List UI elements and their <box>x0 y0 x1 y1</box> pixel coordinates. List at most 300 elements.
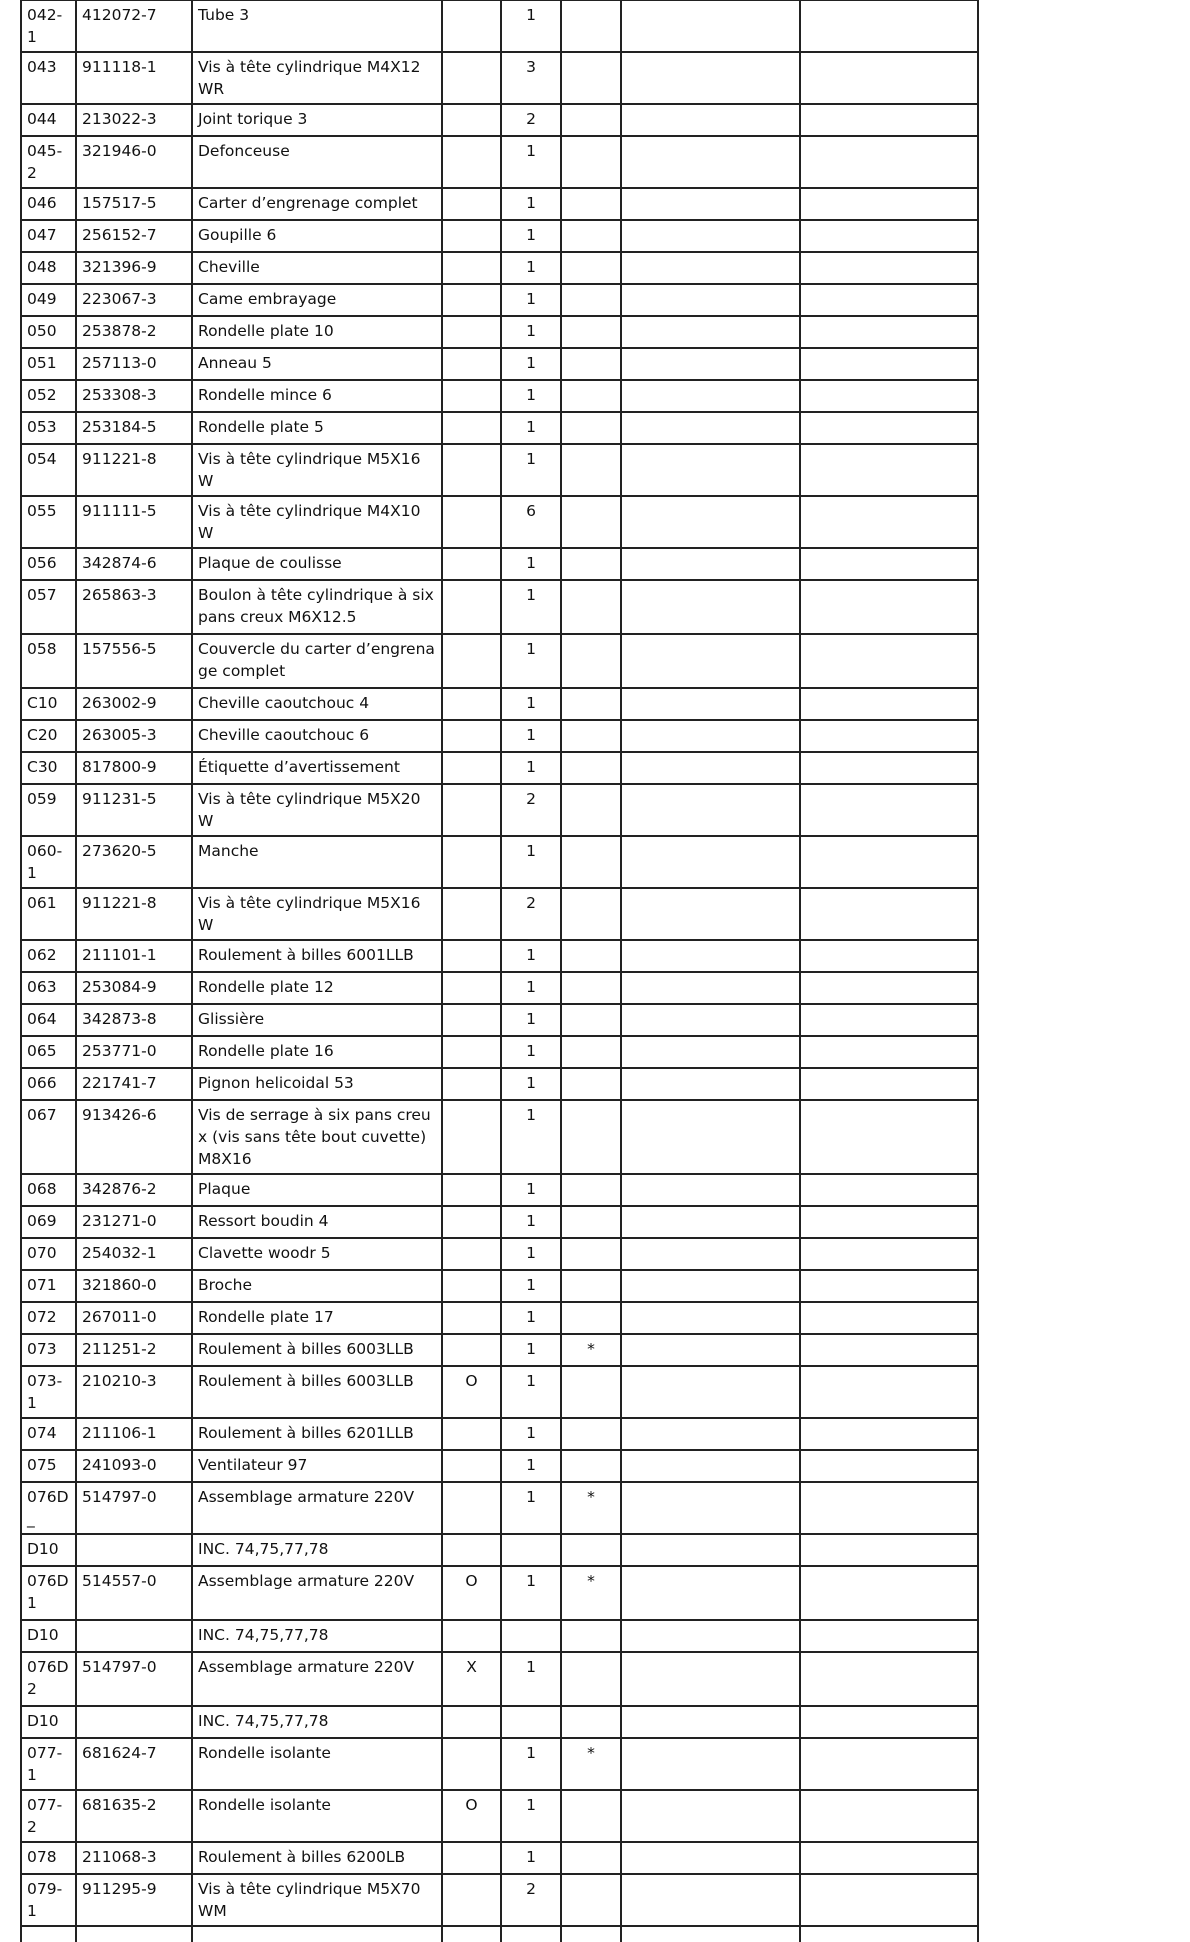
part-description-cell: Came embrayage <box>192 284 442 316</box>
empty-cell <box>621 1790 800 1842</box>
table-row <box>21 752 978 784</box>
part-ref-cell: 054 <box>21 444 76 496</box>
part-note-cell <box>561 940 621 972</box>
part-description-cell: Rondelle mince 6 <box>192 380 442 412</box>
empty-cell <box>800 136 978 188</box>
empty-cell <box>621 284 800 316</box>
part-option-cell <box>442 348 501 380</box>
part-ref-cell: 048 <box>21 252 76 284</box>
part-option-cell <box>442 1620 501 1652</box>
part-description-cell: Vis à tête cylindrique M5X16 W <box>192 888 442 940</box>
part-note-cell <box>561 548 621 580</box>
part-option-cell <box>442 1534 501 1566</box>
empty-cell <box>800 720 978 752</box>
part-option-cell <box>442 1206 501 1238</box>
table-row <box>21 496 978 548</box>
part-description-cell: Cheville caoutchouc 6 <box>192 720 442 752</box>
part-ref-cell: 072 <box>21 1302 76 1334</box>
part-option-cell <box>442 1174 501 1206</box>
part-quantity-cell: 1 <box>501 1068 561 1100</box>
part-description-cell: Assemblage armature 220V <box>192 1652 442 1706</box>
empty-cell <box>800 444 978 496</box>
part-number-cell: 253084-9 <box>76 972 192 1004</box>
part-quantity-cell: 1 <box>501 720 561 752</box>
table-row <box>21 1738 978 1790</box>
part-description-cell: Plaque de coulisse <box>192 548 442 580</box>
part-ref-cell: 070 <box>21 1238 76 1270</box>
empty-cell <box>800 412 978 444</box>
part-ref-cell: 052 <box>21 380 76 412</box>
part-description-cell: INC. 74,75,77,78 <box>192 1534 442 1566</box>
empty-cell <box>800 1926 978 1942</box>
part-note-cell <box>561 316 621 348</box>
part-description-cell: Cheville caoutchouc 4 <box>192 688 442 720</box>
part-quantity-cell: 1 <box>501 1418 561 1450</box>
part-quantity-cell: 1 <box>501 836 561 888</box>
empty-cell <box>621 1238 800 1270</box>
part-description-cell: Rondelle plate 5 <box>192 412 442 444</box>
part-description-cell: Ventilateur 97 <box>192 1450 442 1482</box>
empty-cell <box>800 1706 978 1738</box>
part-note-cell <box>561 136 621 188</box>
part-option-cell <box>442 316 501 348</box>
empty-cell <box>800 1842 978 1874</box>
empty-cell <box>800 52 978 104</box>
part-description-cell: Glissière <box>192 1004 442 1036</box>
empty-cell <box>621 496 800 548</box>
empty-cell <box>621 1270 800 1302</box>
empty-cell <box>621 548 800 580</box>
part-description-cell: Vis à tête cylindrique M5X20 W <box>192 784 442 836</box>
empty-cell <box>800 496 978 548</box>
part-description-cell: Joint torique 3 <box>192 104 442 136</box>
part-note-cell <box>561 284 621 316</box>
part-ref-cell: C10 <box>21 688 76 720</box>
table-row <box>21 1482 978 1534</box>
table-row <box>21 634 978 688</box>
part-number-cell <box>76 1706 192 1738</box>
empty-cell <box>800 1738 978 1790</box>
part-note-cell <box>561 1706 621 1738</box>
part-number-cell: 253771-0 <box>76 1036 192 1068</box>
part-ref-cell: 063 <box>21 972 76 1004</box>
part-number-cell: 263002-9 <box>76 688 192 720</box>
part-quantity-cell: 2 <box>501 104 561 136</box>
part-description-cell: Goupille 6 <box>192 220 442 252</box>
part-quantity-cell: 1 <box>501 348 561 380</box>
table-row <box>21 1068 978 1100</box>
part-number-cell <box>76 1620 192 1652</box>
part-number-cell: 267011-0 <box>76 1302 192 1334</box>
part-note-cell <box>561 784 621 836</box>
parts-list-table <box>20 0 979 1942</box>
part-note-cell <box>561 720 621 752</box>
empty-cell <box>800 316 978 348</box>
empty-cell <box>800 1418 978 1450</box>
part-note-cell <box>561 188 621 220</box>
part-note-cell <box>561 252 621 284</box>
empty-cell <box>621 1450 800 1482</box>
empty-cell <box>621 1620 800 1652</box>
empty-cell <box>800 1068 978 1100</box>
part-option-cell <box>442 1100 501 1174</box>
part-option-cell: O <box>442 1566 501 1620</box>
part-number-cell: 321860-0 <box>76 1270 192 1302</box>
empty-cell <box>621 972 800 1004</box>
part-option-cell <box>442 52 501 104</box>
empty-cell <box>621 1068 800 1100</box>
part-ref-cell: 078 <box>21 1842 76 1874</box>
part-option-cell <box>442 252 501 284</box>
part-number-cell: 817800-9 <box>76 752 192 784</box>
table-row <box>21 836 978 888</box>
part-description-cell: Plaque <box>192 1174 442 1206</box>
part-note-cell <box>561 0 621 52</box>
table-row <box>21 316 978 348</box>
part-option-cell <box>442 548 501 580</box>
part-description-cell: Pignon helicoidal 53 <box>192 1068 442 1100</box>
empty-cell <box>800 1482 978 1534</box>
part-description-cell: Defonceuse <box>192 136 442 188</box>
part-note-cell <box>561 1068 621 1100</box>
part-option-cell <box>442 136 501 188</box>
part-ref-cell: 056 <box>21 548 76 580</box>
part-number-cell: 223067-3 <box>76 284 192 316</box>
part-quantity-cell: 1 <box>501 284 561 316</box>
part-ref-cell: 044 <box>21 104 76 136</box>
part-quantity-cell: 1 <box>501 1174 561 1206</box>
empty-cell <box>800 188 978 220</box>
part-quantity-cell: 1 <box>501 548 561 580</box>
empty-cell <box>800 220 978 252</box>
empty-cell <box>621 1738 800 1790</box>
table-row <box>21 1334 978 1366</box>
empty-cell <box>800 1334 978 1366</box>
part-quantity-cell: 1 <box>501 1652 561 1706</box>
empty-cell <box>800 348 978 380</box>
part-note-cell <box>561 1842 621 1874</box>
part-ref-cell: 073 <box>21 1334 76 1366</box>
part-description-cell: Vis à tête cylindrique M4X12 WR <box>192 52 442 104</box>
part-note-cell <box>561 888 621 940</box>
part-ref-cell: 055 <box>21 496 76 548</box>
part-note-cell <box>561 220 621 252</box>
part-number-cell: 342873-8 <box>76 1004 192 1036</box>
table-row <box>21 1842 978 1874</box>
part-ref-cell: 068 <box>21 1174 76 1206</box>
empty-cell <box>621 1036 800 1068</box>
empty-cell <box>800 1174 978 1206</box>
part-ref-cell: 049 <box>21 284 76 316</box>
part-quantity-cell: 1 <box>501 1482 561 1534</box>
part-quantity-cell: 1 <box>501 188 561 220</box>
part-note-cell <box>561 1270 621 1302</box>
part-note-cell <box>561 1302 621 1334</box>
part-number-cell: 514557-0 <box>76 1566 192 1620</box>
empty-cell <box>800 1302 978 1334</box>
part-option-cell <box>442 1706 501 1738</box>
part-note-cell <box>561 1652 621 1706</box>
part-number-cell: 231271-0 <box>76 1206 192 1238</box>
table-row <box>21 1652 978 1706</box>
table-row <box>21 548 978 580</box>
empty-cell <box>800 252 978 284</box>
part-quantity-cell: 1 <box>501 1842 561 1874</box>
part-description-cell: Assemblage armature 220V <box>192 1566 442 1620</box>
part-ref-cell: 074 <box>21 1418 76 1450</box>
empty-cell <box>800 548 978 580</box>
table-row <box>21 784 978 836</box>
part-note-cell <box>561 1534 621 1566</box>
table-row <box>21 1366 978 1418</box>
empty-cell <box>621 1706 800 1738</box>
empty-cell <box>621 1174 800 1206</box>
part-number-cell: 254032-1 <box>76 1238 192 1270</box>
part-quantity-cell <box>501 1534 561 1566</box>
table-row <box>21 380 978 412</box>
part-ref-cell: D10 <box>21 1534 76 1566</box>
empty-cell <box>800 940 978 972</box>
part-description-cell: Vis à tête cylindrique M4X10 W <box>192 496 442 548</box>
table-row <box>21 1706 978 1738</box>
part-option-cell <box>442 1842 501 1874</box>
part-note-cell <box>561 1174 621 1206</box>
part-option-cell <box>442 1874 501 1926</box>
part-number-cell: 911221-8 <box>76 444 192 496</box>
empty-cell <box>800 380 978 412</box>
table-row <box>21 284 978 316</box>
empty-cell <box>621 1366 800 1418</box>
empty-cell <box>800 1566 978 1620</box>
part-option-cell <box>442 104 501 136</box>
part-description-cell: Étiquette d’avertissement <box>192 752 442 784</box>
empty-cell <box>800 1270 978 1302</box>
part-option-cell <box>442 1036 501 1068</box>
part-ref-cell: 076D_ <box>21 1482 76 1534</box>
part-number-cell: 213022-3 <box>76 104 192 136</box>
empty-cell <box>800 1004 978 1036</box>
empty-cell <box>621 444 800 496</box>
part-description-cell: Rondelle isolante <box>192 1790 442 1842</box>
part-ref-cell: 043 <box>21 52 76 104</box>
part-note-cell <box>561 348 621 380</box>
part-quantity-cell: 1 <box>501 1334 561 1366</box>
part-quantity-cell: 2 <box>501 784 561 836</box>
part-option-cell <box>442 888 501 940</box>
part-quantity-cell: 1 <box>501 412 561 444</box>
part-description-cell: Boulon à tête cylindrique à six pans creux M6X12.5 <box>192 580 442 634</box>
part-note-cell <box>561 580 621 634</box>
part-ref-cell: 075 <box>21 1450 76 1482</box>
table-row <box>21 1566 978 1620</box>
empty-cell <box>800 1450 978 1482</box>
part-quantity-cell: 3 <box>501 52 561 104</box>
part-number-cell: 221741-7 <box>76 1068 192 1100</box>
part-option-cell <box>442 1334 501 1366</box>
part-number-cell: 911221-8 <box>76 888 192 940</box>
empty-cell <box>800 1790 978 1842</box>
part-ref-cell: 061 <box>21 888 76 940</box>
part-note-cell <box>561 104 621 136</box>
part-quantity-cell: 1 <box>501 972 561 1004</box>
part-number-cell: 257113-0 <box>76 348 192 380</box>
part-description-cell: Rondelle plate 10 <box>192 316 442 348</box>
empty-cell <box>442 1926 501 1942</box>
table-row <box>21 1036 978 1068</box>
empty-cell <box>621 1566 800 1620</box>
part-option-cell <box>442 634 501 688</box>
empty-cell <box>621 1418 800 1450</box>
part-option-cell <box>442 688 501 720</box>
part-ref-cell: 077-2 <box>21 1790 76 1842</box>
part-description-cell: Anneau 5 <box>192 348 442 380</box>
part-note-cell: * <box>561 1566 621 1620</box>
part-quantity-cell: 2 <box>501 888 561 940</box>
empty-cell <box>800 1620 978 1652</box>
empty-cell <box>621 1100 800 1174</box>
part-option-cell <box>442 720 501 752</box>
part-ref-cell: C30 <box>21 752 76 784</box>
part-number-cell <box>76 1534 192 1566</box>
part-ref-cell: 057 <box>21 580 76 634</box>
part-description-cell: Roulement à billes 6200LB <box>192 1842 442 1874</box>
part-note-cell <box>561 1100 621 1174</box>
empty-cell <box>621 836 800 888</box>
empty-cell <box>621 136 800 188</box>
table-row <box>21 888 978 940</box>
part-option-cell: O <box>442 1790 501 1842</box>
empty-cell <box>800 888 978 940</box>
part-number-cell: 273620-5 <box>76 836 192 888</box>
part-ref-cell: D10 <box>21 1706 76 1738</box>
part-note-cell <box>561 412 621 444</box>
part-note-cell <box>561 1450 621 1482</box>
part-quantity-cell: 1 <box>501 1238 561 1270</box>
part-description-cell: Carter d’engrenage complet <box>192 188 442 220</box>
part-description-cell: Manche <box>192 836 442 888</box>
part-quantity-cell: 6 <box>501 496 561 548</box>
empty-cell <box>800 104 978 136</box>
part-number-cell: 321946-0 <box>76 136 192 188</box>
empty-cell <box>800 634 978 688</box>
table-row <box>21 972 978 1004</box>
part-number-cell: 253308-3 <box>76 380 192 412</box>
part-ref-cell: 046 <box>21 188 76 220</box>
part-description-cell: Roulement à billes 6003LLB <box>192 1334 442 1366</box>
part-quantity-cell: 1 <box>501 752 561 784</box>
part-note-cell <box>561 1874 621 1926</box>
empty-cell <box>800 580 978 634</box>
part-number-cell: 412072-7 <box>76 0 192 52</box>
empty-cell <box>621 1334 800 1366</box>
part-number-cell: 211251-2 <box>76 1334 192 1366</box>
part-option-cell <box>442 380 501 412</box>
empty-cell <box>501 1926 561 1942</box>
empty-cell <box>621 752 800 784</box>
part-ref-cell: 069 <box>21 1206 76 1238</box>
part-ref-cell: 062 <box>21 940 76 972</box>
part-quantity-cell: 1 <box>501 688 561 720</box>
part-note-cell <box>561 1620 621 1652</box>
part-ref-cell: 073-1 <box>21 1366 76 1418</box>
part-option-cell <box>442 1418 501 1450</box>
table-row <box>21 1534 978 1566</box>
table-row <box>21 444 978 496</box>
part-number-cell: 321396-9 <box>76 252 192 284</box>
part-quantity-cell: 1 <box>501 444 561 496</box>
empty-cell <box>621 580 800 634</box>
part-option-cell: O <box>442 1366 501 1418</box>
table-row <box>21 188 978 220</box>
part-description-cell: Vis à tête cylindrique M5X70 WM <box>192 1874 442 1926</box>
part-option-cell <box>442 1238 501 1270</box>
parts-list-body <box>21 0 978 1942</box>
empty-cell <box>561 1926 621 1942</box>
empty-cell <box>800 972 978 1004</box>
part-note-cell <box>561 444 621 496</box>
empty-cell <box>621 252 800 284</box>
part-quantity-cell: 1 <box>501 380 561 412</box>
part-option-cell <box>442 444 501 496</box>
empty-cell <box>800 1238 978 1270</box>
empty-cell <box>621 1874 800 1926</box>
part-ref-cell: 067 <box>21 1100 76 1174</box>
part-ref-cell: 065 <box>21 1036 76 1068</box>
part-number-cell: 253184-5 <box>76 412 192 444</box>
part-ref-cell: 064 <box>21 1004 76 1036</box>
part-quantity-cell: 1 <box>501 316 561 348</box>
table-row <box>21 688 978 720</box>
part-option-cell <box>442 1738 501 1790</box>
part-ref-cell: 053 <box>21 412 76 444</box>
part-option-cell <box>442 784 501 836</box>
empty-cell <box>621 634 800 688</box>
empty-cell <box>621 0 800 52</box>
empty-cell <box>800 1206 978 1238</box>
empty-cell <box>621 52 800 104</box>
part-number-cell: 913426-6 <box>76 1100 192 1174</box>
table-row <box>21 1418 978 1450</box>
empty-cell <box>621 1206 800 1238</box>
part-note-cell <box>561 1790 621 1842</box>
part-ref-cell: 045-2 <box>21 136 76 188</box>
part-ref-cell: C20 <box>21 720 76 752</box>
empty-cell <box>621 720 800 752</box>
part-number-cell: 265863-3 <box>76 580 192 634</box>
part-note-cell <box>561 972 621 1004</box>
part-option-cell <box>442 1302 501 1334</box>
part-option-cell <box>442 412 501 444</box>
empty-cell <box>800 752 978 784</box>
table-row <box>21 1238 978 1270</box>
table-row <box>21 1270 978 1302</box>
part-quantity-cell: 1 <box>501 1450 561 1482</box>
part-note-cell: * <box>561 1482 621 1534</box>
table-row <box>21 1450 978 1482</box>
part-number-cell: 210210-3 <box>76 1366 192 1418</box>
table-row <box>21 348 978 380</box>
part-description-cell: Roulement à billes 6003LLB <box>192 1366 442 1418</box>
part-quantity-cell: 1 <box>501 1302 561 1334</box>
part-number-cell: 211101-1 <box>76 940 192 972</box>
table-row <box>21 52 978 104</box>
empty-cell <box>621 348 800 380</box>
part-description-cell: Rondelle plate 16 <box>192 1036 442 1068</box>
part-quantity-cell: 1 <box>501 0 561 52</box>
part-note-cell <box>561 1418 621 1450</box>
table-row <box>21 720 978 752</box>
part-note-cell <box>561 496 621 548</box>
